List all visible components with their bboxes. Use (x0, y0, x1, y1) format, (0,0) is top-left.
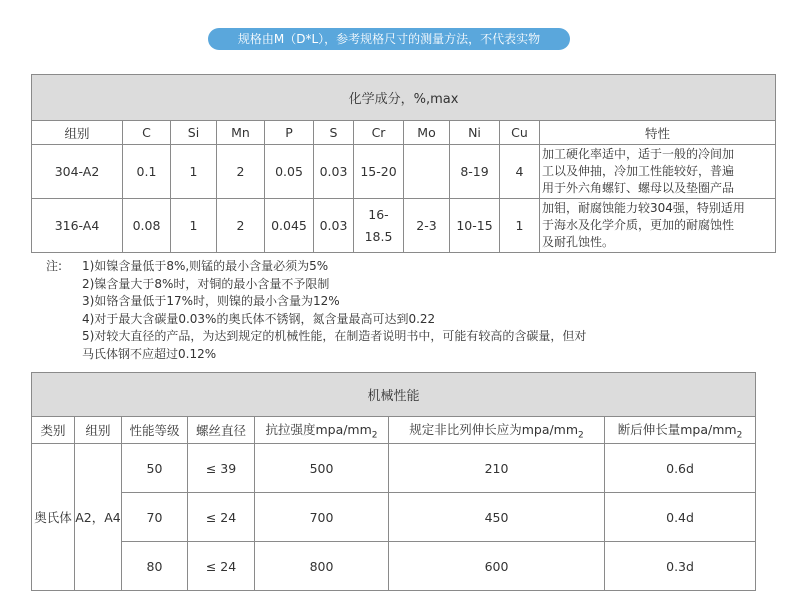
trait-line: 工以及伸抽，冷加工性能较好，普遍 (542, 164, 735, 178)
title-banner: 规格由M（D*L），参考规格尺寸的测量方法，不代表实物 (208, 28, 570, 50)
trait-line: 加工硬化率适中，适于一般的冷间加 (542, 147, 735, 161)
mechanical-properties-table (31, 372, 756, 591)
header-cell: 组别 (32, 121, 123, 145)
table-row (32, 542, 756, 591)
cell-diameter: ≤ 39 (188, 444, 255, 493)
cell-tensile: 800 (255, 542, 389, 591)
subscript: 2 (578, 430, 584, 441)
chemical-table-title: 化学成分，%,max (32, 75, 776, 121)
notes-label: 注: (46, 259, 63, 273)
header-cell: 特性 (540, 121, 776, 145)
cell-trait (540, 199, 776, 253)
note-line: 3)如铬含量低于17%时，则镍的最小含量为12% (82, 294, 340, 308)
note-line: 马氏体钢不应超过0.12% (82, 346, 217, 361)
note-line: 2)镍含量大于8%时，对铜的最小含量不予限制 (82, 276, 330, 291)
header-cell (389, 417, 605, 444)
header-cell: 类别 (32, 417, 75, 444)
header-cell: Cu (500, 121, 540, 145)
header-cell: Mn (217, 121, 265, 145)
cell-cr: 15-20 (354, 145, 404, 199)
cell-group: A2，A4 (75, 444, 122, 591)
cell-tensile: 500 (255, 444, 389, 493)
cell-grade: 70 (122, 493, 188, 542)
cell-elong: 0.3d (605, 542, 756, 591)
cell-si: 1 (171, 145, 217, 199)
cell-yield: 210 (389, 444, 605, 493)
header-cell: 组别 (75, 417, 122, 444)
cell-category: 奥氏体 (32, 444, 75, 591)
cell-p: 0.05 (265, 145, 314, 199)
header-cell: C (123, 121, 171, 145)
header-cell: 螺丝直径 (188, 417, 255, 444)
header-cell: S (314, 121, 354, 145)
mechanical-table-title: 机械性能 (32, 373, 756, 417)
cell-cr (354, 199, 404, 253)
chemical-composition-table (31, 74, 776, 253)
header-cell: Ni (450, 121, 500, 145)
cell-grade: 80 (122, 542, 188, 591)
header-cell: P (265, 121, 314, 145)
note-line: 4)对于最大含碳量0.03%的奥氏体不锈钢，氮含量最高可达到0.22 (82, 311, 436, 326)
cell-grade: 50 (122, 444, 188, 493)
cell-yield: 600 (389, 542, 605, 591)
header-cell (605, 417, 756, 444)
trait-line: 于海水及化学介质，更加的耐腐蚀性 (542, 218, 735, 232)
cr-line: 18.5 (364, 228, 393, 244)
header-cell: Mo (404, 121, 450, 145)
cr-line: 16- (368, 206, 389, 222)
cell-cu: 4 (500, 145, 540, 199)
cell-p: 0.045 (265, 199, 314, 253)
cell-mn: 2 (217, 199, 265, 253)
trait-line: 加钼，耐腐蚀能力较304强，特别适用 (542, 201, 745, 215)
header-cell (255, 417, 389, 444)
cell-group: 304-A2 (32, 145, 123, 199)
cell-trait (540, 145, 776, 199)
note-line: 5)对较大直径的产品，为达到规定的机械性能，在制造者说明书中，可能有较高的含碳量，但对 (82, 329, 587, 343)
cell-tensile: 700 (255, 493, 389, 542)
cell-diameter: ≤ 24 (188, 493, 255, 542)
table-row (32, 145, 776, 199)
cell-ni: 10-15 (450, 199, 500, 253)
cell-ni: 8-19 (450, 145, 500, 199)
subscript: 2 (736, 430, 743, 441)
table-row (32, 493, 756, 542)
cell-mo (404, 145, 450, 199)
cell-c: 0.1 (123, 145, 171, 199)
header-text: 规定非比列伸长应为mpa/mm (409, 421, 579, 437)
cell-mn: 2 (217, 145, 265, 199)
header-cell: 性能等级 (122, 417, 188, 444)
cell-yield: 450 (389, 493, 605, 542)
cell-diameter: ≤ 24 (188, 542, 255, 591)
cell-s: 0.03 (314, 145, 354, 199)
trait-line: 用于外六角螺钉、螺母以及垫圈产品 (542, 181, 735, 195)
cell-elong: 0.4d (605, 493, 756, 542)
header-text: 断后伸长量mpa/mm (617, 421, 737, 437)
cell-si: 1 (171, 199, 217, 253)
cell-c: 0.08 (123, 199, 171, 253)
cell-s: 0.03 (314, 199, 354, 253)
table-row (32, 444, 756, 493)
trait-line: 及耐孔蚀性。 (542, 235, 615, 249)
table-row (32, 199, 776, 253)
header-text: 抗拉强度mpa/mm (265, 421, 372, 437)
cell-mo: 2-3 (404, 199, 450, 253)
note-line: 1)如镍含量低于8%,则锰的最小含量必须为5% (82, 259, 329, 273)
cell-cu: 1 (500, 199, 540, 253)
header-cell: Si (171, 121, 217, 145)
subscript: 2 (371, 430, 378, 441)
header-cell: Cr (354, 121, 404, 145)
cell-group: 316-A4 (32, 199, 123, 253)
cell-elong: 0.6d (605, 444, 756, 493)
